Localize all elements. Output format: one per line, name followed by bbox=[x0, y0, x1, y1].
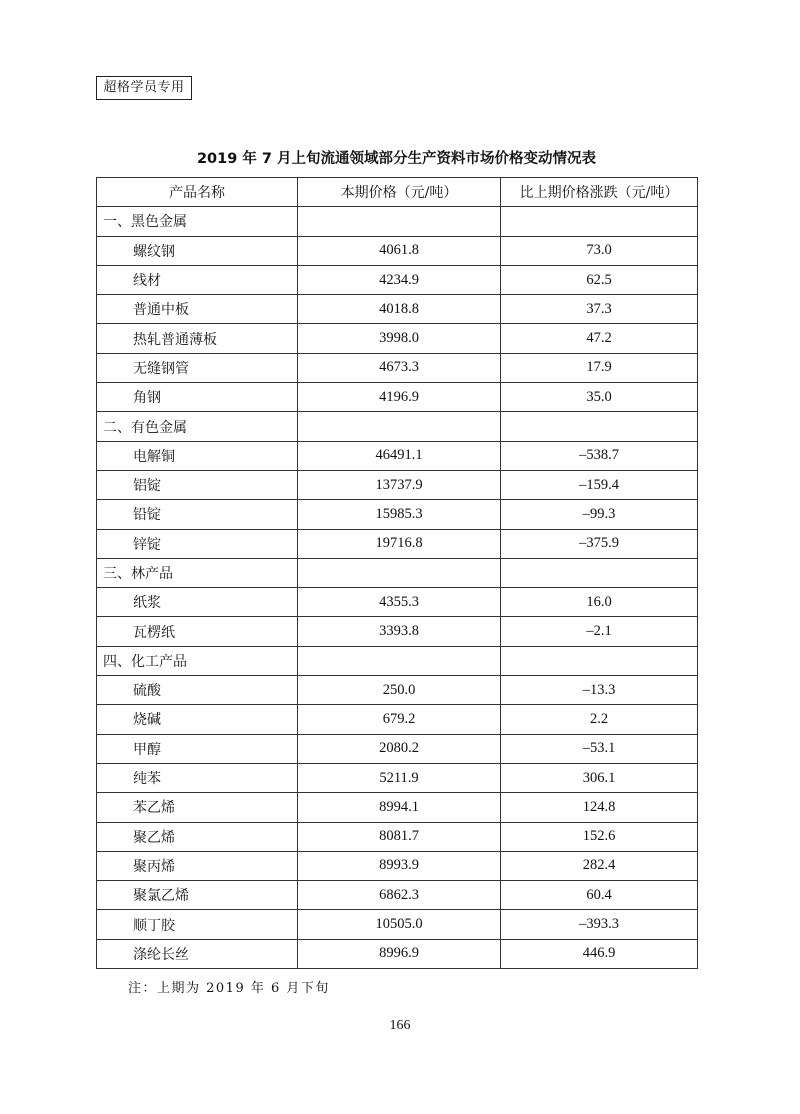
table-row bbox=[97, 705, 698, 734]
price-change: 17.9 bbox=[501, 353, 698, 382]
product-name: 烧碱 bbox=[97, 705, 298, 734]
current-price: 13737.9 bbox=[298, 470, 501, 499]
table-row bbox=[97, 822, 698, 851]
product-name: 顺丁胶 bbox=[97, 910, 298, 939]
price-change: –393.3 bbox=[501, 910, 698, 939]
current-price: 4234.9 bbox=[298, 265, 501, 294]
current-price: 3393.8 bbox=[298, 617, 501, 646]
price-change: –13.3 bbox=[501, 676, 698, 705]
table-row bbox=[97, 881, 698, 910]
category-row bbox=[97, 412, 698, 441]
price-change: –2.1 bbox=[501, 617, 698, 646]
price-change: 60.4 bbox=[501, 881, 698, 910]
product-name: 涤纶长丝 bbox=[97, 939, 298, 968]
price-change: –375.9 bbox=[501, 529, 698, 558]
table-header-row bbox=[97, 178, 698, 207]
product-name: 甲醇 bbox=[97, 734, 298, 763]
empty-cell bbox=[501, 558, 698, 587]
current-price: 15985.3 bbox=[298, 500, 501, 529]
category-row bbox=[97, 558, 698, 587]
price-change: 37.3 bbox=[501, 295, 698, 324]
current-price: 2080.2 bbox=[298, 734, 501, 763]
table-row bbox=[97, 617, 698, 646]
empty-cell bbox=[298, 412, 501, 441]
price-table bbox=[96, 177, 698, 969]
empty-cell bbox=[501, 207, 698, 236]
column-header-name: 产品名称 bbox=[97, 178, 298, 207]
current-price: 8993.9 bbox=[298, 851, 501, 880]
price-change: –159.4 bbox=[501, 470, 698, 499]
table-row bbox=[97, 676, 698, 705]
product-name: 聚乙烯 bbox=[97, 822, 298, 851]
category-label: 二、有色金属 bbox=[97, 412, 298, 441]
price-change: 2.2 bbox=[501, 705, 698, 734]
table-row bbox=[97, 324, 698, 353]
price-change: 47.2 bbox=[501, 324, 698, 353]
price-change: –53.1 bbox=[501, 734, 698, 763]
category-row bbox=[97, 207, 698, 236]
price-change: –99.3 bbox=[501, 500, 698, 529]
column-header-price: 本期价格（元/吨） bbox=[298, 178, 501, 207]
product-name: 瓦楞纸 bbox=[97, 617, 298, 646]
current-price: 4196.9 bbox=[298, 383, 501, 412]
table-row bbox=[97, 763, 698, 792]
current-price: 10505.0 bbox=[298, 910, 501, 939]
price-change: 446.9 bbox=[501, 939, 698, 968]
product-name: 角钢 bbox=[97, 383, 298, 412]
table-row bbox=[97, 295, 698, 324]
product-name: 苯乙烯 bbox=[97, 793, 298, 822]
price-change: 35.0 bbox=[501, 383, 698, 412]
restricted-use-stamp: 超格学员专用 bbox=[96, 76, 192, 100]
current-price: 46491.1 bbox=[298, 441, 501, 470]
product-name: 纯苯 bbox=[97, 763, 298, 792]
price-change: 282.4 bbox=[501, 851, 698, 880]
table-row bbox=[97, 470, 698, 499]
product-name: 无缝钢管 bbox=[97, 353, 298, 382]
current-price: 4673.3 bbox=[298, 353, 501, 382]
current-price: 4355.3 bbox=[298, 588, 501, 617]
table-body bbox=[97, 207, 698, 969]
product-name: 锌锭 bbox=[97, 529, 298, 558]
current-price: 6862.3 bbox=[298, 881, 501, 910]
category-label: 一、黑色金属 bbox=[97, 207, 298, 236]
empty-cell bbox=[298, 646, 501, 675]
price-change: 306.1 bbox=[501, 763, 698, 792]
price-change: 124.8 bbox=[501, 793, 698, 822]
current-price: 5211.9 bbox=[298, 763, 501, 792]
footnote: 注：上期为 2019 年 6 月下旬 bbox=[128, 981, 330, 996]
empty-cell bbox=[298, 207, 501, 236]
table-row bbox=[97, 236, 698, 265]
empty-cell bbox=[501, 646, 698, 675]
price-change: 73.0 bbox=[501, 236, 698, 265]
table-row bbox=[97, 265, 698, 294]
current-price: 19716.8 bbox=[298, 529, 501, 558]
category-label: 三、林产品 bbox=[97, 558, 298, 587]
price-change: 62.5 bbox=[501, 265, 698, 294]
table-row bbox=[97, 910, 698, 939]
product-name: 纸浆 bbox=[97, 588, 298, 617]
table-row bbox=[97, 441, 698, 470]
table-row bbox=[97, 353, 698, 382]
table-row bbox=[97, 588, 698, 617]
product-name: 热轧普通薄板 bbox=[97, 324, 298, 353]
category-row bbox=[97, 646, 698, 675]
product-name: 硫酸 bbox=[97, 676, 298, 705]
price-change: 152.6 bbox=[501, 822, 698, 851]
table-title: 2019 年 7 月上旬流通领域部分生产资料市场价格变动情况表 bbox=[196, 151, 597, 167]
column-header-change: 比上期价格涨跌（元/吨） bbox=[501, 178, 698, 207]
price-change: –538.7 bbox=[501, 441, 698, 470]
table-row bbox=[97, 734, 698, 763]
table-row bbox=[97, 793, 698, 822]
current-price: 4018.8 bbox=[298, 295, 501, 324]
current-price: 3998.0 bbox=[298, 324, 501, 353]
product-name: 线材 bbox=[97, 265, 298, 294]
current-price: 8996.9 bbox=[298, 939, 501, 968]
table-row bbox=[97, 500, 698, 529]
product-name: 电解铜 bbox=[97, 441, 298, 470]
product-name: 螺纹钢 bbox=[97, 236, 298, 265]
current-price: 4061.8 bbox=[298, 236, 501, 265]
page-number: 166 bbox=[389, 1018, 411, 1033]
empty-cell bbox=[501, 412, 698, 441]
table-row bbox=[97, 939, 698, 968]
product-name: 聚丙烯 bbox=[97, 851, 298, 880]
price-change: 16.0 bbox=[501, 588, 698, 617]
table-row bbox=[97, 851, 698, 880]
current-price: 8081.7 bbox=[298, 822, 501, 851]
category-label: 四、化工产品 bbox=[97, 646, 298, 675]
empty-cell bbox=[298, 558, 501, 587]
product-name: 普通中板 bbox=[97, 295, 298, 324]
table-row bbox=[97, 383, 698, 412]
product-name: 铅锭 bbox=[97, 500, 298, 529]
product-name: 聚氯乙烯 bbox=[97, 881, 298, 910]
current-price: 679.2 bbox=[298, 705, 501, 734]
current-price: 250.0 bbox=[298, 676, 501, 705]
current-price: 8994.1 bbox=[298, 793, 501, 822]
product-name: 铝锭 bbox=[97, 470, 298, 499]
table-row bbox=[97, 529, 698, 558]
